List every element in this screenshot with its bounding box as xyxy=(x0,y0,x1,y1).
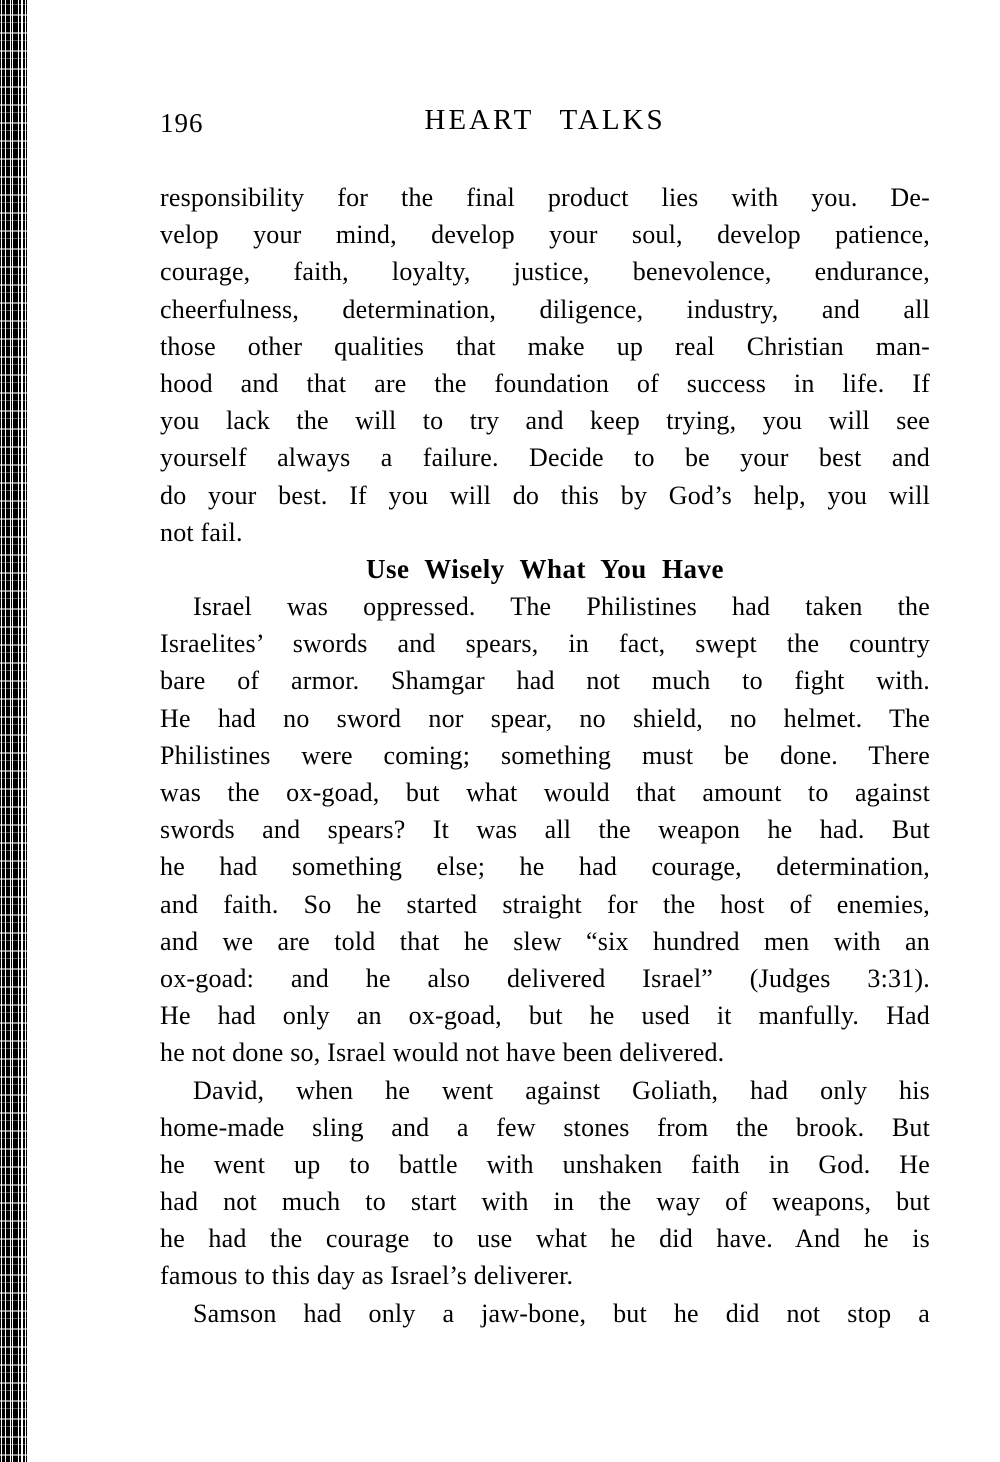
page-body xyxy=(160,179,930,1332)
text-line: ox-goad: and he also delivered Israel” (Judges 3:31). xyxy=(160,963,930,993)
text-line: he not done so, Israel would not have been delivered. xyxy=(160,1038,725,1068)
text-line: yourself always a failure. Decide to be your best and xyxy=(160,443,930,473)
text-line: he went up to battle with unshaken faith in God. He xyxy=(160,1149,930,1179)
text-line: responsibility for the final product lies with you. De- xyxy=(160,183,930,212)
paragraph xyxy=(160,179,930,551)
page-header xyxy=(160,104,930,144)
text-line: hood and that are the foundation of success in life. If xyxy=(160,368,930,398)
text-line: cheerfulness, determination, diligence, industry, and all xyxy=(160,294,930,324)
section-heading: Use Wisely What You Have xyxy=(365,553,725,584)
text-line: was the ox-goad, but what would that amount to against xyxy=(160,778,930,807)
paragraph xyxy=(160,1072,930,1295)
text-line: famous to this day as Israel’s deliverer. xyxy=(160,1261,574,1291)
paragraph xyxy=(160,588,930,1071)
text-line: velop your mind, develop your soul, develop patience, xyxy=(160,220,930,250)
text-line: you lack the will to try and keep trying, you will see xyxy=(160,406,930,436)
text-line: courage, faith, loyalty, justice, benevolence, endurance, xyxy=(160,257,930,287)
text-line: Israel was oppressed. The Philistines had taken the xyxy=(193,592,930,622)
page-number: 196 xyxy=(160,108,204,138)
running-title: HEART TALKS xyxy=(424,104,666,136)
text-line: He had only an ox-goad, but he used it manfully. Had xyxy=(160,1001,930,1031)
text-line: swords and spears? It was all the weapon he had. But xyxy=(160,815,930,845)
text-line: do your best. If you will do this by God’s help, you will xyxy=(160,480,930,510)
text-line: those other qualities that make up real Christian man- xyxy=(160,331,930,361)
text-line: not fail. xyxy=(160,517,243,547)
text-line: he had the courage to use what he did have. And he is xyxy=(160,1224,930,1254)
scan-gutter-artifact xyxy=(0,0,28,1462)
text-line: he had something else; he had courage, determination, xyxy=(160,852,930,882)
text-line: had not much to start with in the way of weapons, but xyxy=(160,1187,930,1217)
text-line: home-made sling and a few stones from the brook. But xyxy=(160,1112,930,1142)
text-line: Israelites’ swords and spears, in fact, swept the country xyxy=(160,629,930,659)
text-line: He had no sword nor spear, no shield, no helmet. The xyxy=(160,703,930,733)
text-line: and we are told that he slew “six hundred men with an xyxy=(160,926,930,956)
text-line: Samson had only a jaw-bone, but he did not stop a xyxy=(193,1298,930,1328)
text-line: and faith. So he started straight for the host of enemies, xyxy=(160,889,930,919)
paragraph xyxy=(160,1295,930,1332)
text-line: bare of armor. Shamgar had not much to fight with. xyxy=(160,666,930,696)
text-line: Philistines were coming; something must be done. There xyxy=(160,740,930,770)
text-line: David, when he went against Goliath, had only his xyxy=(193,1075,930,1105)
